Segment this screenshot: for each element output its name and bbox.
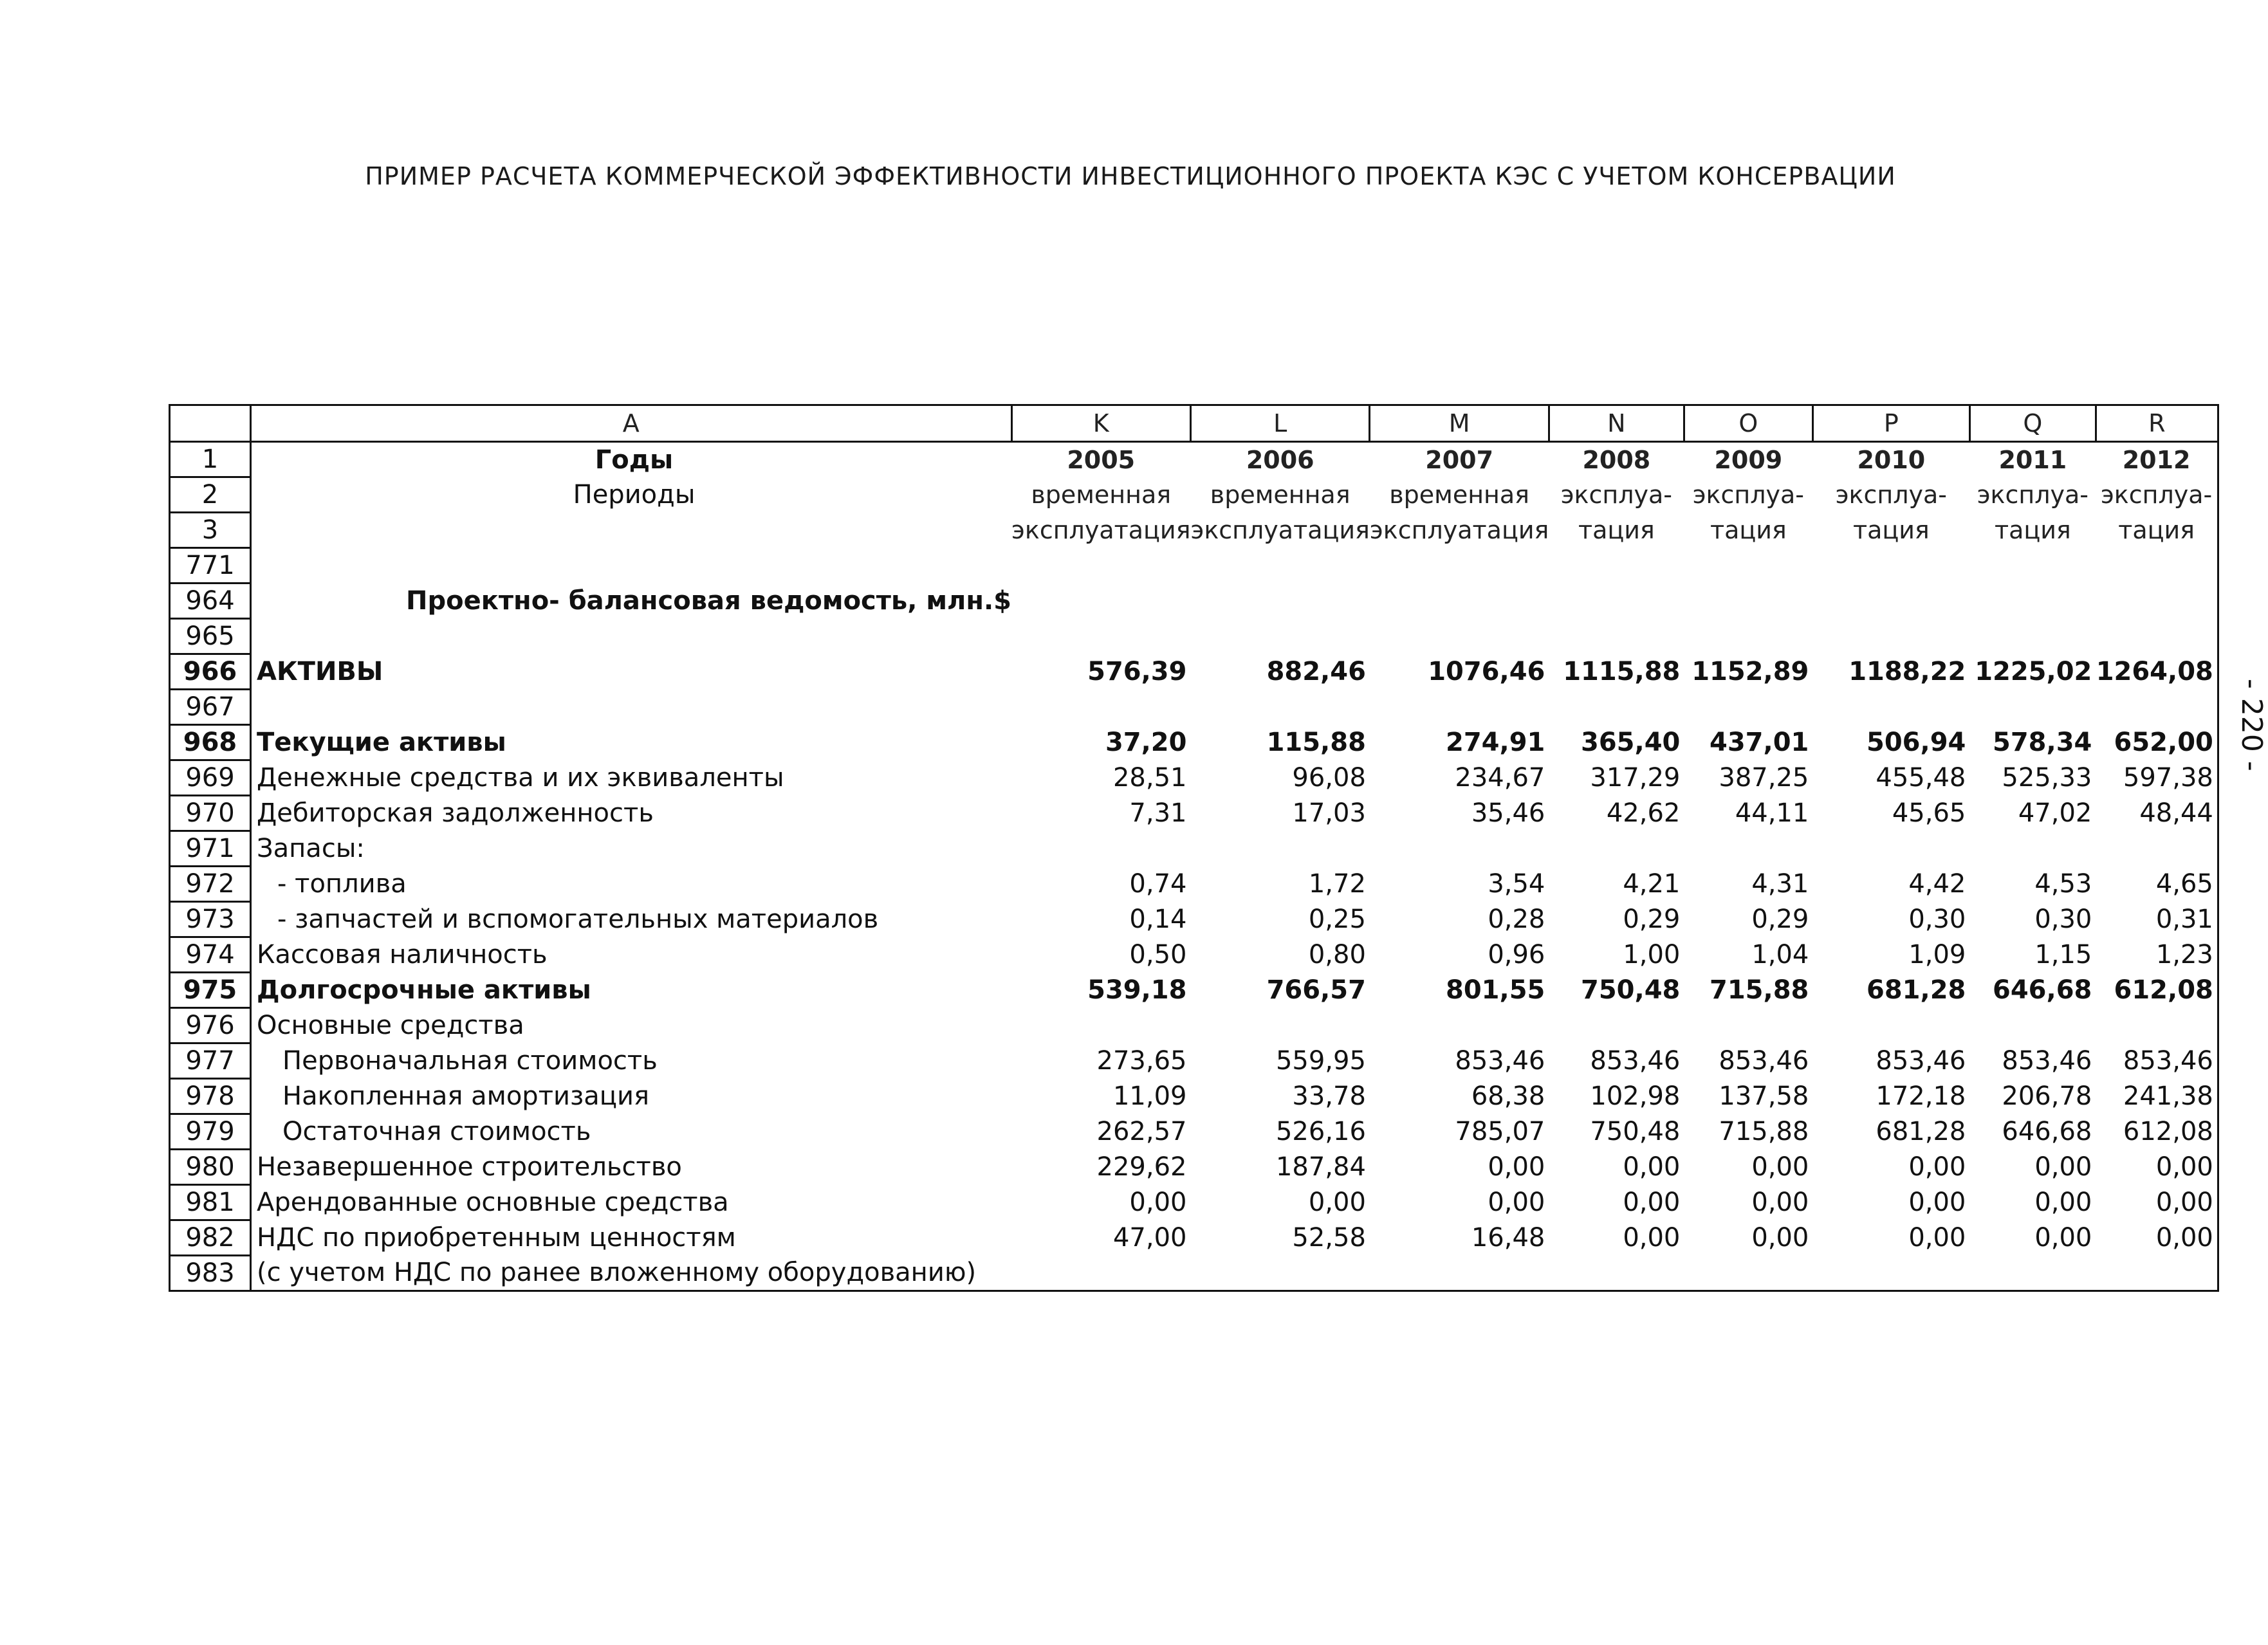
value-cell: 44,11 bbox=[1735, 798, 1809, 828]
row-number[interactable]: 966 bbox=[170, 654, 251, 690]
value-cell: 0,00 bbox=[1908, 1152, 1966, 1182]
row-number[interactable]: 979 bbox=[170, 1114, 251, 1150]
row-label: Остаточная стоимость bbox=[251, 1114, 1012, 1150]
row-number[interactable]: 976 bbox=[170, 1008, 251, 1043]
period-cell: тация bbox=[1994, 516, 2071, 544]
value-cell: 681,28 bbox=[1876, 1117, 1966, 1146]
value-cell: 206,78 bbox=[2002, 1081, 2092, 1111]
table-row bbox=[170, 1114, 2218, 1150]
value-cell: 37,20 bbox=[1105, 728, 1187, 757]
periods-label: Периоды bbox=[251, 477, 1012, 513]
value-cell: 47,02 bbox=[2018, 798, 2092, 828]
value-cell: 0,80 bbox=[1308, 940, 1366, 970]
period-cell: тация bbox=[1710, 516, 1787, 544]
row-label: Дебиторская задолженность bbox=[251, 796, 1012, 831]
year-cell: 2008 bbox=[1582, 445, 1651, 474]
column-header-o[interactable]: O bbox=[1684, 405, 1812, 442]
column-header-p[interactable]: P bbox=[1812, 405, 1969, 442]
table-row bbox=[170, 937, 2218, 973]
period-cell: тация bbox=[1578, 516, 1655, 544]
period-cell: эксплуатация bbox=[1369, 516, 1549, 544]
value-cell: 52,58 bbox=[1292, 1223, 1366, 1253]
value-cell: 578,34 bbox=[1993, 728, 2092, 757]
value-cell: 853,46 bbox=[2096, 1043, 2218, 1079]
table-row bbox=[170, 725, 2218, 760]
table-row bbox=[170, 1079, 2218, 1114]
period-cell: тация bbox=[2096, 513, 2218, 548]
value-cell: 455,48 bbox=[1876, 763, 1966, 793]
value-cell: 652,00 bbox=[2096, 725, 2218, 760]
value-cell: 0,00 bbox=[1488, 1188, 1545, 1217]
table-row bbox=[170, 796, 2218, 831]
row-label: Кассовая наличность bbox=[251, 937, 1012, 973]
value-cell: 612,08 bbox=[2096, 1114, 2218, 1150]
value-cell: 437,01 bbox=[1710, 728, 1809, 757]
value-cell: 16,48 bbox=[1471, 1223, 1545, 1253]
value-cell: 525,33 bbox=[2002, 763, 2092, 793]
table-row bbox=[170, 973, 2218, 1008]
value-cell: 0,00 bbox=[1751, 1152, 1809, 1182]
value-cell: 0,00 bbox=[1129, 1188, 1187, 1217]
value-cell: 506,94 bbox=[1867, 728, 1966, 757]
value-cell: 33,78 bbox=[1292, 1081, 1366, 1111]
row-number[interactable]: 975 bbox=[170, 973, 251, 1008]
value-cell: 853,46 bbox=[1876, 1046, 1966, 1076]
value-cell: 785,07 bbox=[1455, 1117, 1545, 1146]
value-cell: 68,38 bbox=[1471, 1081, 1545, 1111]
column-header-row bbox=[170, 405, 2218, 442]
value-cell: 3,54 bbox=[1488, 869, 1545, 899]
table-row bbox=[170, 1185, 2218, 1220]
value-cell: 4,53 bbox=[2034, 869, 2092, 899]
value-cell: 1,15 bbox=[2034, 940, 2092, 970]
value-cell: 102,98 bbox=[1590, 1081, 1681, 1111]
balance-sheet-table bbox=[169, 404, 2219, 1292]
value-cell: 187,84 bbox=[1275, 1152, 1366, 1182]
value-cell: 1,72 bbox=[1308, 869, 1366, 899]
value-cell: 28,51 bbox=[1112, 763, 1187, 793]
row-number[interactable]: 2 bbox=[170, 477, 251, 513]
row-number[interactable]: 3 bbox=[170, 513, 251, 548]
period-cell: эксплуа- bbox=[2096, 477, 2218, 513]
value-cell: 750,48 bbox=[1581, 975, 1681, 1005]
period-cell: эксплуатация bbox=[1190, 516, 1370, 544]
value-cell: 262,57 bbox=[1096, 1117, 1187, 1146]
row-label: Текущие активы bbox=[251, 725, 1012, 760]
value-cell: 0,00 bbox=[1623, 1152, 1681, 1182]
value-cell: 882,46 bbox=[1266, 657, 1366, 686]
period-cell: эксплуа- bbox=[1560, 481, 1673, 509]
period-cell: эксплуа- bbox=[1977, 481, 2089, 509]
table-row bbox=[170, 867, 2218, 902]
value-cell: 559,95 bbox=[1275, 1046, 1366, 1076]
value-cell: 0,30 bbox=[1908, 905, 1966, 934]
value-cell: 96,08 bbox=[1292, 763, 1366, 793]
row-number[interactable]: 967 bbox=[170, 690, 251, 725]
label-cell bbox=[251, 513, 1012, 548]
value-cell: 0,74 bbox=[1129, 869, 1187, 899]
value-cell: 715,88 bbox=[1719, 1117, 1809, 1146]
value-cell: 1,09 bbox=[1908, 940, 1966, 970]
row-label: АКТИВЫ bbox=[251, 654, 1012, 690]
value-cell: 0,14 bbox=[1129, 905, 1187, 934]
value-cell: 0,28 bbox=[1488, 905, 1545, 934]
value-cell: 17,03 bbox=[1292, 798, 1366, 828]
value-cell: 853,46 bbox=[1455, 1046, 1545, 1076]
years-label: Годы bbox=[251, 442, 1012, 477]
row-number[interactable]: 983 bbox=[170, 1256, 251, 1291]
periods-row-2 bbox=[170, 513, 2218, 548]
page-number: - 220 - bbox=[2235, 679, 2268, 771]
value-cell: 0,00 bbox=[1308, 1188, 1366, 1217]
value-cell: 0,00 bbox=[2034, 1152, 2092, 1182]
row-number[interactable]: 771 bbox=[170, 548, 251, 584]
value-cell: 1,23 bbox=[2096, 937, 2218, 973]
row-number[interactable]: 968 bbox=[170, 725, 251, 760]
column-header-l[interactable]: L bbox=[1190, 405, 1369, 442]
value-cell: 317,29 bbox=[1590, 763, 1681, 793]
row-number[interactable]: 970 bbox=[170, 796, 251, 831]
empty-row bbox=[170, 690, 2218, 725]
row-number[interactable]: 1 bbox=[170, 442, 251, 477]
table-row bbox=[170, 1220, 2218, 1256]
value-cell: 612,08 bbox=[2096, 973, 2218, 1008]
value-cell: 1264,08 bbox=[2096, 654, 2218, 690]
value-cell: 137,58 bbox=[1719, 1081, 1809, 1111]
row-label: - запчастей и вспомогательных материалов bbox=[251, 902, 1012, 937]
value-cell: 0,00 bbox=[2034, 1223, 2092, 1253]
row-label: - топлива bbox=[251, 867, 1012, 902]
period-cell: временная bbox=[1389, 481, 1530, 509]
row-number[interactable]: 971 bbox=[170, 831, 251, 867]
value-cell: 646,68 bbox=[2002, 1117, 2092, 1146]
value-cell: 0,50 bbox=[1129, 940, 1187, 970]
corner-cell bbox=[170, 405, 251, 442]
column-header-a[interactable]: A bbox=[251, 405, 1012, 442]
value-cell: 4,21 bbox=[1623, 869, 1681, 899]
value-cell: 274,91 bbox=[1446, 728, 1545, 757]
value-cell: 0,96 bbox=[1488, 940, 1545, 970]
column-header-r[interactable]: R bbox=[2096, 405, 2218, 442]
value-cell: 1225,02 bbox=[1975, 657, 2092, 686]
column-header-n[interactable]: N bbox=[1549, 405, 1684, 442]
value-cell: 365,40 bbox=[1581, 728, 1681, 757]
period-cell: временная bbox=[1031, 481, 1172, 509]
value-cell: 715,88 bbox=[1710, 975, 1809, 1005]
row-label: Накопленная амортизация bbox=[251, 1079, 1012, 1114]
value-cell: 273,65 bbox=[1096, 1046, 1187, 1076]
year-cell: 2012 bbox=[2096, 442, 2218, 477]
years-row bbox=[170, 442, 2218, 477]
value-cell: 0,00 bbox=[1751, 1188, 1809, 1217]
value-cell: 0,00 bbox=[1623, 1188, 1681, 1217]
value-cell: 1188,22 bbox=[1849, 657, 1966, 686]
row-label: Арендованные основные средства bbox=[251, 1185, 1012, 1220]
value-cell: 7,31 bbox=[1129, 798, 1187, 828]
value-cell: 0,25 bbox=[1308, 905, 1366, 934]
period-cell: эксплуатация bbox=[1011, 516, 1191, 544]
value-cell: 4,31 bbox=[1751, 869, 1809, 899]
value-cell: 0,29 bbox=[1751, 905, 1809, 934]
value-cell: 750,48 bbox=[1590, 1117, 1681, 1146]
value-cell: 115,88 bbox=[1266, 728, 1366, 757]
row-number[interactable]: 982 bbox=[170, 1220, 251, 1256]
value-cell: 597,38 bbox=[2096, 760, 2218, 796]
value-cell: 766,57 bbox=[1266, 975, 1366, 1005]
row-label: Запасы: bbox=[251, 831, 1012, 867]
value-cell: 4,42 bbox=[1908, 869, 1966, 899]
empty-row bbox=[170, 619, 2218, 654]
row-label: Долгосрочные активы bbox=[251, 973, 1012, 1008]
year-cell: 2007 bbox=[1425, 445, 1494, 474]
row-number[interactable]: 974 bbox=[170, 937, 251, 973]
value-cell: 0,00 bbox=[1908, 1223, 1966, 1253]
table-row bbox=[170, 1256, 2218, 1291]
value-cell: 1076,46 bbox=[1428, 657, 1545, 686]
period-cell: временная bbox=[1210, 481, 1351, 509]
column-header-k[interactable]: K bbox=[1011, 405, 1190, 442]
row-number[interactable]: 969 bbox=[170, 760, 251, 796]
value-cell: 576,39 bbox=[1087, 657, 1187, 686]
value-cell: 646,68 bbox=[1993, 975, 2092, 1005]
table-row bbox=[170, 1043, 2218, 1079]
row-label: Основные средства bbox=[251, 1008, 1012, 1043]
value-cell: 0,00 bbox=[2096, 1185, 2218, 1220]
row-label: Денежные средства и их эквиваленты bbox=[251, 760, 1012, 796]
row-number[interactable]: 977 bbox=[170, 1043, 251, 1079]
row-label: Незавершенное строительство bbox=[251, 1150, 1012, 1185]
table-row bbox=[170, 760, 2218, 796]
value-cell: 801,55 bbox=[1446, 975, 1545, 1005]
row-label: (с учетом НДС по ранее вложенному оборудованию) bbox=[251, 1256, 1012, 1291]
year-cell: 2011 bbox=[1998, 445, 2067, 474]
row-number[interactable]: 965 bbox=[170, 619, 251, 654]
value-cell: 1,04 bbox=[1751, 940, 1809, 970]
row-label: Первоначальная стоимость bbox=[251, 1043, 1012, 1079]
year-cell: 2010 bbox=[1857, 445, 1926, 474]
period-cell: эксплуа- bbox=[1835, 481, 1948, 509]
table-row bbox=[170, 831, 2218, 867]
value-cell: 47,00 bbox=[1112, 1223, 1187, 1253]
value-cell: 0,29 bbox=[1623, 905, 1681, 934]
table-row bbox=[170, 1008, 2218, 1043]
value-cell: 241,38 bbox=[2096, 1079, 2218, 1114]
value-cell: 526,16 bbox=[1275, 1117, 1366, 1146]
value-cell: 853,46 bbox=[1590, 1046, 1681, 1076]
value-cell: 0,31 bbox=[2096, 902, 2218, 937]
row-number[interactable]: 972 bbox=[170, 867, 251, 902]
value-cell: 48,44 bbox=[2096, 796, 2218, 831]
row-number[interactable]: 978 bbox=[170, 1079, 251, 1114]
periods-row bbox=[170, 477, 2218, 513]
value-cell: 4,65 bbox=[2096, 867, 2218, 902]
value-cell: 681,28 bbox=[1867, 975, 1966, 1005]
period-cell: тация bbox=[1852, 516, 1930, 544]
row-label: НДС по приобретенным ценностям bbox=[251, 1220, 1012, 1256]
value-cell: 0,00 bbox=[2096, 1150, 2218, 1185]
value-cell: 11,09 bbox=[1112, 1081, 1187, 1111]
value-cell: 1,00 bbox=[1623, 940, 1681, 970]
value-cell: 853,46 bbox=[2002, 1046, 2092, 1076]
value-cell: 35,46 bbox=[1471, 798, 1545, 828]
period-cell: эксплуа- bbox=[1692, 481, 1805, 509]
column-header-q[interactable]: Q bbox=[1969, 405, 2096, 442]
row-number[interactable]: 981 bbox=[170, 1185, 251, 1220]
value-cell: 0,00 bbox=[2096, 1220, 2218, 1256]
value-cell: 45,65 bbox=[1892, 798, 1966, 828]
year-cell: 2009 bbox=[1714, 445, 1783, 474]
value-cell: 42,62 bbox=[1606, 798, 1681, 828]
value-cell: 387,25 bbox=[1719, 763, 1809, 793]
table-row bbox=[170, 902, 2218, 937]
year-cell: 2005 bbox=[1067, 445, 1136, 474]
value-cell: 0,00 bbox=[1908, 1188, 1966, 1217]
value-cell: 229,62 bbox=[1096, 1152, 1187, 1182]
value-cell: 853,46 bbox=[1719, 1046, 1809, 1076]
section-title: Проектно- балансовая ведомость, млн.$ bbox=[251, 584, 1012, 619]
column-header-m[interactable]: M bbox=[1370, 405, 1549, 442]
value-cell: 234,67 bbox=[1455, 763, 1545, 793]
section-row bbox=[170, 584, 2218, 619]
value-cell: 0,00 bbox=[1751, 1223, 1809, 1253]
row-number[interactable]: 980 bbox=[170, 1150, 251, 1185]
value-cell: 1115,88 bbox=[1563, 657, 1681, 686]
value-cell: 0,30 bbox=[2034, 905, 2092, 934]
value-cell: 0,00 bbox=[1623, 1223, 1681, 1253]
value-cell: 172,18 bbox=[1876, 1081, 1966, 1111]
document-title: ПРИМЕР РАСЧЕТА КОММЕРЧЕСКОЙ ЭФФЕКТИВНОСТИ ИНВЕСТИЦИОННОГО ПРОЕКТА КЭС С УЧЕТОМ КОНСЕРВАЦИИ bbox=[365, 162, 1896, 190]
row-number[interactable]: 973 bbox=[170, 902, 251, 937]
row-number[interactable]: 964 bbox=[170, 584, 251, 619]
year-cell: 2006 bbox=[1246, 445, 1314, 474]
value-cell: 539,18 bbox=[1087, 975, 1187, 1005]
value-cell: 1152,89 bbox=[1692, 657, 1809, 686]
value-cell: 0,00 bbox=[1488, 1152, 1545, 1182]
table-row bbox=[170, 654, 2218, 690]
table-row bbox=[170, 1150, 2218, 1185]
empty-row bbox=[170, 548, 2218, 584]
value-cell: 0,00 bbox=[2034, 1188, 2092, 1217]
